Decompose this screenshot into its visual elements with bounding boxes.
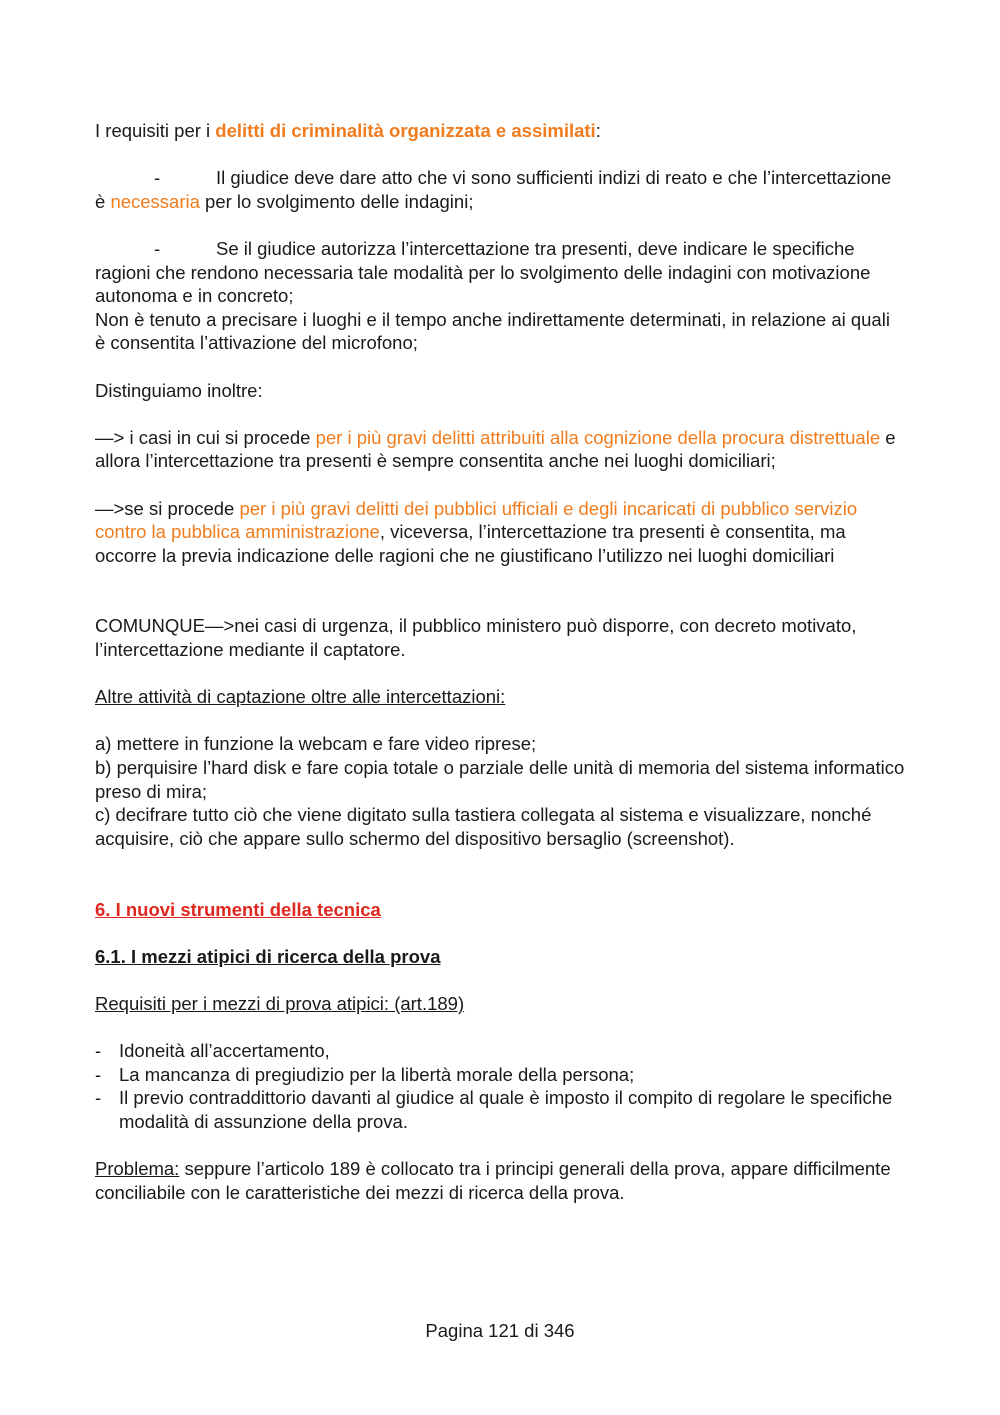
page-footer: Pagina 121 di 346 — [425, 1320, 575, 1341]
list-item-text: La mancanza di pregiudizio per la libertà morale della persona; — [119, 1063, 635, 1085]
intro-colon: : — [595, 120, 601, 141]
altre-heading: Altre attività di captazione oltre alle intercettazioni: — [95, 686, 506, 708]
dash-item-text: Se il giudice autorizza l’intercettazione tra presenti, deve indicare le specifiche ragioni che rendono necessaria tale modalità per lo svolgimento delle indagini con motivazione autonoma e in concreto; — [95, 237, 871, 307]
intro-paragraph — [95, 119, 905, 143]
altre-item-b: b) perquisire l’hard disk e fare copia totale o parziale delle unità di memoria del sistema informatico preso di mira; — [95, 757, 905, 802]
altre-item-a: a) mettere in funzione la webcam e fare video riprese; — [95, 733, 537, 755]
requisiti-heading: Requisiti per i mezzi di prova atipici: (art.189) — [95, 992, 465, 1014]
dash-item-text-end: per lo svolgimento delle indagini; — [199, 190, 474, 212]
problema-text: seppure l’articolo 189 è collocato tra i principi generali della prova, appare difficilmente conciliabile con le caratteristiche dei mezzi di ricerca della prova. — [95, 1158, 891, 1203]
bullet-marker: - — [95, 1040, 102, 1062]
case-1-text-end: e allora l’intercettazione tra presenti è sempre consentita anche nei luoghi domiciliari; — [95, 426, 896, 472]
dash-item-1 — [95, 166, 905, 213]
list-item-text: Idoneità all’accertamento, — [119, 1040, 330, 1062]
requisiti-list — [95, 1039, 905, 1133]
problema-label: Problema: — [95, 1158, 180, 1180]
section-heading: 6. I nuovi strumenti della tecnica — [95, 898, 381, 920]
list-item-text: Il previo contraddittorio davanti al giudice al quale è imposto il compito di regolare le specifiche modalità di assunzione della prova. — [119, 1087, 893, 1132]
intro-text: I requisiti per i — [95, 120, 216, 141]
page-content — [95, 119, 905, 1204]
list-item — [95, 1039, 905, 1063]
dash-item-highlight: necessaria — [110, 190, 200, 212]
case-2-text-end: , viceversa, l’intercettazione tra presenti è consentita, ma occorre la previa indicazione delle ragioni che ne giustificano l’utilizzo nei luoghi domiciliari — [95, 521, 846, 566]
dash-item-text: Il giudice deve dare atto che vi sono sufficienti indizi di reato e che l’intercettazione è — [95, 167, 892, 212]
dash-marker: - — [154, 167, 161, 189]
list-item — [95, 1086, 905, 1133]
dash-item-2 — [95, 237, 905, 308]
comunque-paragraph: COMUNQUE—>nei casi di urgenza, il pubblico ministero può disporre, con decreto motivato, l’intercettazione mediante il captatore. — [95, 615, 857, 661]
dash-marker: - — [154, 237, 161, 259]
case-1-text: —> i casi in cui si procede — [95, 426, 316, 448]
case-1-paragraph — [95, 426, 905, 473]
altre-item-c: c) decifrare tutto ciò che viene digitato sulla tastiera collegata al sistema e visualizzare, nonché acquisire, ciò che appare sullo schermo del dispositivo bersaglio (screenshot). — [95, 804, 872, 849]
problema-paragraph — [95, 1157, 905, 1204]
case-2-paragraph — [95, 497, 905, 568]
subsection-heading: 6.1. I mezzi atipici di ricerca della prova — [95, 945, 441, 967]
distinguiamo-paragraph: Distinguiamo inoltre: — [95, 379, 263, 401]
case-1-highlight: per i più gravi delitti attribuiti alla cognizione della procura distrettuale — [315, 426, 881, 448]
case-2-text: —>se si procede — [95, 497, 240, 519]
bullet-marker: - — [95, 1063, 102, 1085]
bullet-marker: - — [95, 1087, 102, 1109]
non-tenuto-paragraph: Non è tenuto a precisare i luoghi e il tempo anche indirettamente determinati, in relazione ai quali è consentita l’attivazione del microfono; — [95, 308, 890, 354]
case-2-highlight: per i più gravi delitti dei pubblici ufficiali e degli incaricati di pubblico servizio contro la pubblica amministrazione — [95, 497, 858, 543]
intro-highlight: delitti di criminalità organizzata e assimilati — [215, 120, 596, 141]
list-item — [95, 1063, 905, 1087]
